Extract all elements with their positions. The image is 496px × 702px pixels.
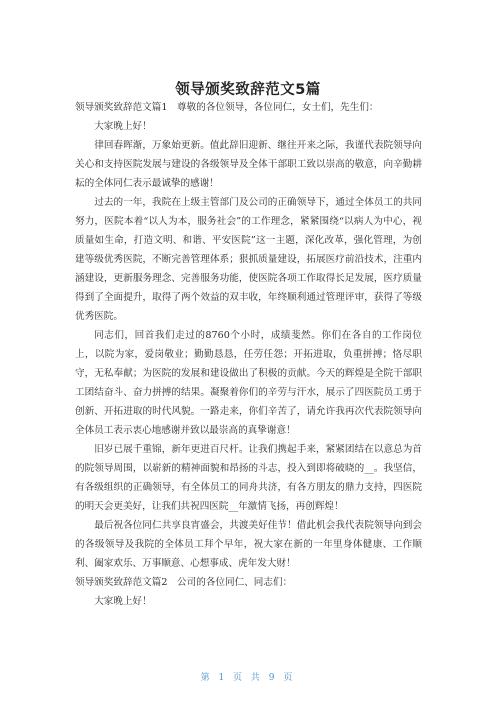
paragraph: 大家晚上好！ — [94, 121, 152, 132]
page-footer: 第 1 页 共 9 页 — [200, 673, 296, 683]
paragraph: 过去的一年，我院在上级主管部门及公司的正确领导下，通过全体员工的共同努力，医院本着“以人为本，服务社会”的工作理念，紧紧围绕“以病人为中心，视质量如生命，打造文明、和谐、平安医院”这一主题，深化改革，强化管理，为创建等级优秀医院，不断完善管理体系；狠抓质量建设，拓展医疗前沿技术，注重内涵建设，更新服务理念、完善服务功能，使医院各项工作取得长足发展，医疗质量得到了全面提升，取得了两个效益的双丰收，年终顺利通过管理评审，获得了等级优秀医院。 — [75, 197, 422, 322]
document-title: 领导颁奖致辞范文5篇 — [175, 82, 321, 98]
paragraph: 领导颁奖致辞范文篇2 公司的各位同仁、同志们： — [75, 577, 293, 588]
paragraph: 同志们，回首我们走过的8760个小时，成绩斐然。你们在各自的工作岗位上，以院为家，爱岗敬业；勤勤恳恳，任劳任怨；开拓进取，负重拼搏；恪尽职守，无私奉献；为医院的发展和建设做出了积极的贡献。今天的辉煌是全院干部职工团结奋斗、奋力拼搏的结果。凝聚着你们的辛劳与汗水，展示了四医院员工勇于创新、开拓进取的时代风貌。一路走来，你们辛苦了，请允许我再次代表院领导向全体员工表示衷心地感谢并致以最崇高的真挚谢意！ — [75, 330, 422, 436]
document-body — [75, 98, 422, 611]
paragraph: 旧岁已展千重锦，新年更进百尺杆。让我们携起手来，紧紧团结在以意总为首的院领导周围，以崭新的精神面貌和昂扬的斗志，投入到即将破晓的__。我坚信，有各级组织的正确领导，有全体员工的同舟共济，有各方朋友的鼎力支持，四医院的明天会更美好，让我们共祝四医院__年激情飞扬，再创辉煌！ — [75, 444, 422, 512]
paragraph: 大家晚上好！ — [94, 596, 152, 607]
paragraph: 领导颁奖致辞范文篇1 尊敬的各位领导，各位同仁，女士们，先生们： — [75, 102, 379, 113]
paragraph: 最后祝各位同仁共享良宵盛会，共渡美好佳节！借此机会我代表院领导向到会的各级领导及我院的全体员工拜个早年，祝大家在新的一年里身体健康、工作顺利、阖家欢乐、万事顺意、心想事成、虎年发大财！ — [75, 520, 422, 569]
paragraph: 律回春晖渐，万象始更新。值此辞旧迎新、继往开来之际，我谨代表院领导向关心和支持医院发展与建设的各级领导及全体干部职工致以崇高的敬意，向辛勤耕耘的全体同仁表示最诚挚的感谢！ — [75, 140, 422, 189]
